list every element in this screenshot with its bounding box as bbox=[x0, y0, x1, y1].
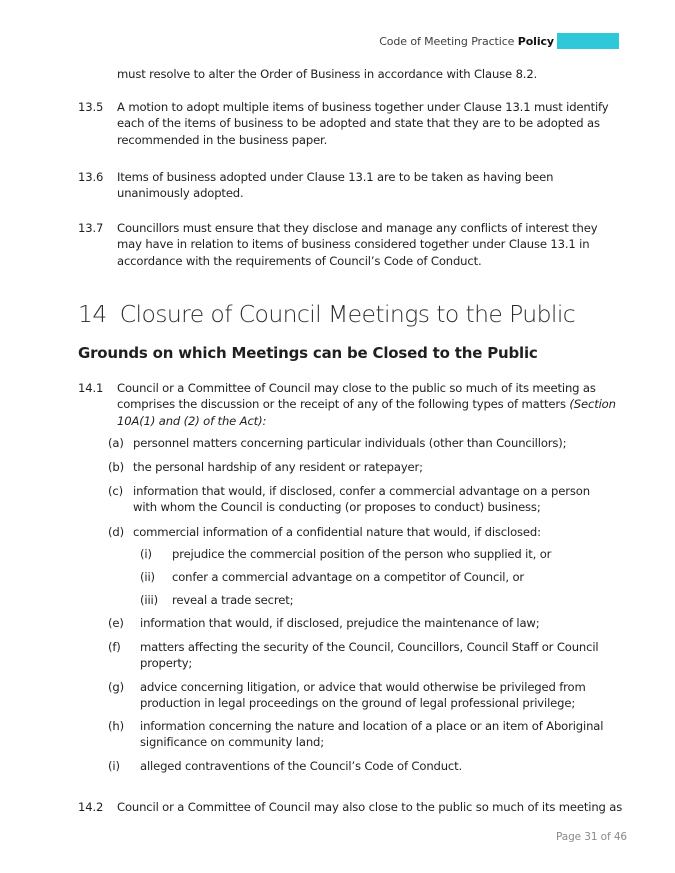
subitem-label: (i) bbox=[140, 547, 152, 561]
subsection-heading: Grounds on which Meetings can be Closed to the Public bbox=[78, 344, 538, 362]
section-number: 14 bbox=[78, 300, 107, 328]
subitem-text: confer a commercial advantage on a competitor of Council, or bbox=[172, 570, 525, 584]
page-number: Page 31 of 46 bbox=[556, 831, 627, 843]
item-text: information that would, if disclosed, confer a commercial advantage on a person with whom the Council is conducting (or proposes to conduct) business; bbox=[133, 484, 590, 515]
item-label: (g) bbox=[108, 680, 124, 694]
item-label: (e) bbox=[108, 616, 124, 630]
header-title-bold: Policy bbox=[517, 34, 554, 48]
page-header bbox=[379, 32, 619, 50]
subitem-text: prejudice the commercial position of the person who supplied it, or bbox=[172, 547, 552, 561]
item-label: (a) bbox=[108, 436, 124, 450]
clause-text: Council or a Committee of Council may close to the public so much of its meeting as comprises the discussion or the receipt of any of the following types of matters (Section 10A(1) and (2) of the Act): bbox=[117, 381, 616, 428]
clause-text: Council or a Committee of Council may also close to the public so much of its meeting as bbox=[117, 800, 623, 814]
clause-number: 14.2 bbox=[78, 800, 104, 814]
header-title: Code of Meeting Practice Policy bbox=[379, 34, 554, 48]
item-label: (d) bbox=[108, 525, 124, 539]
item-label: (f) bbox=[108, 640, 121, 654]
item-label: (i) bbox=[108, 759, 120, 773]
clause-text: Councillors must ensure that they disclose and manage any conflicts of interest they may have in relation to items of business considered together under Clause 13.1 in accordance with the requirements of Council’s Code of Conduct. bbox=[117, 221, 598, 268]
clause-number: 14.1 bbox=[78, 381, 104, 395]
subitem-text: reveal a trade secret; bbox=[172, 593, 294, 607]
continuation-text: must resolve to alter the Order of Business in accordance with Clause 8.2. bbox=[117, 67, 538, 81]
header-accent-bar bbox=[557, 33, 619, 49]
clause-number: 13.7 bbox=[78, 221, 104, 235]
item-text: information concerning the nature and location of a place or an item of Aboriginal significance on community land; bbox=[140, 719, 604, 750]
subitem-label: (iii) bbox=[140, 593, 158, 607]
item-text: commercial information of a confidential nature that would, if disclosed: bbox=[133, 525, 541, 539]
item-text: matters affecting the security of the Council, Councillors, Council Staff or Council property; bbox=[140, 640, 599, 671]
item-text: information that would, if disclosed, prejudice the maintenance of law; bbox=[140, 616, 540, 630]
item-text: advice concerning litigation, or advice that would otherwise be privileged from production in legal proceedings on the ground of legal professional privilege; bbox=[140, 680, 586, 711]
clause-number: 13.6 bbox=[78, 170, 104, 184]
item-text: the personal hardship of any resident or ratepayer; bbox=[133, 460, 423, 474]
clause-number: 13.5 bbox=[78, 100, 104, 114]
section-title: Closure of Council Meetings to the Public bbox=[119, 300, 576, 328]
item-label: (h) bbox=[108, 719, 124, 733]
item-text: alleged contraventions of the Council’s Code of Conduct. bbox=[140, 759, 463, 773]
subitem-label: (ii) bbox=[140, 570, 155, 584]
section-heading bbox=[78, 299, 575, 329]
item-text: personnel matters concerning particular individuals (other than Councillors); bbox=[133, 436, 567, 450]
item-label: (c) bbox=[108, 484, 123, 498]
clause-reference: (Section 10A(1) and (2) of the Act): bbox=[117, 397, 616, 428]
clause-text: A motion to adopt multiple items of business together under Clause 13.1 must identify each of the items of business to be adopted and state that they are to be adopted as recommended in the business paper. bbox=[117, 100, 609, 147]
item-label: (b) bbox=[108, 460, 124, 474]
clause-text: Items of business adopted under Clause 13.1 are to be taken as having been unanimously adopted. bbox=[117, 170, 554, 201]
